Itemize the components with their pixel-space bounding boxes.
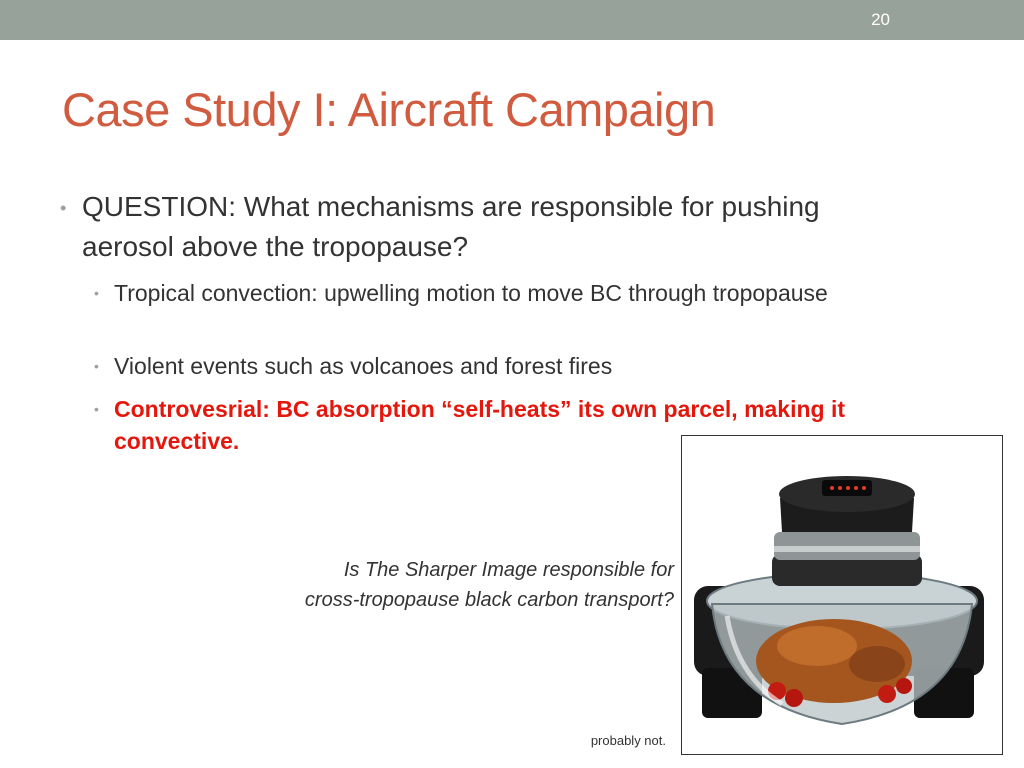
bullet-question-text: QUESTION: What mechanisms are responsible for pushing aerosol above the tropopause?	[82, 191, 820, 262]
caption-line-2: cross-tropopause black carbon transport?	[304, 589, 674, 611]
image-caption	[305, 555, 674, 615]
bullet-dot-icon: •	[94, 285, 99, 301]
caption-line-1: Is The Sharper Image responsible for	[343, 559, 674, 581]
sub-bullet-text-highlight: Controvesrial: BC absorption “self-heats” its own parcel, making it convective.	[114, 396, 846, 454]
sub-bullet-text: Tropical convection: upwelling motion to move BC through tropopause	[114, 280, 828, 306]
bullet-dot-icon: •	[94, 401, 99, 417]
bullet-question	[60, 187, 882, 267]
footnote: probably not.	[590, 733, 666, 748]
convection-oven-illustration	[682, 436, 1002, 754]
header-bar	[0, 0, 1024, 40]
bullet-dot-icon: •	[60, 198, 67, 218]
sub-bullet-text: Violent events such as volcanoes and forest fires	[114, 353, 613, 379]
slide-title: Case Study I: Aircraft Campaign	[62, 83, 716, 136]
convection-oven-photo	[681, 435, 1003, 755]
sub-bullet-1	[94, 277, 874, 309]
sub-bullet-2	[94, 350, 874, 382]
bullet-dot-icon: •	[94, 358, 99, 374]
slide-number: 20	[871, 10, 890, 29]
